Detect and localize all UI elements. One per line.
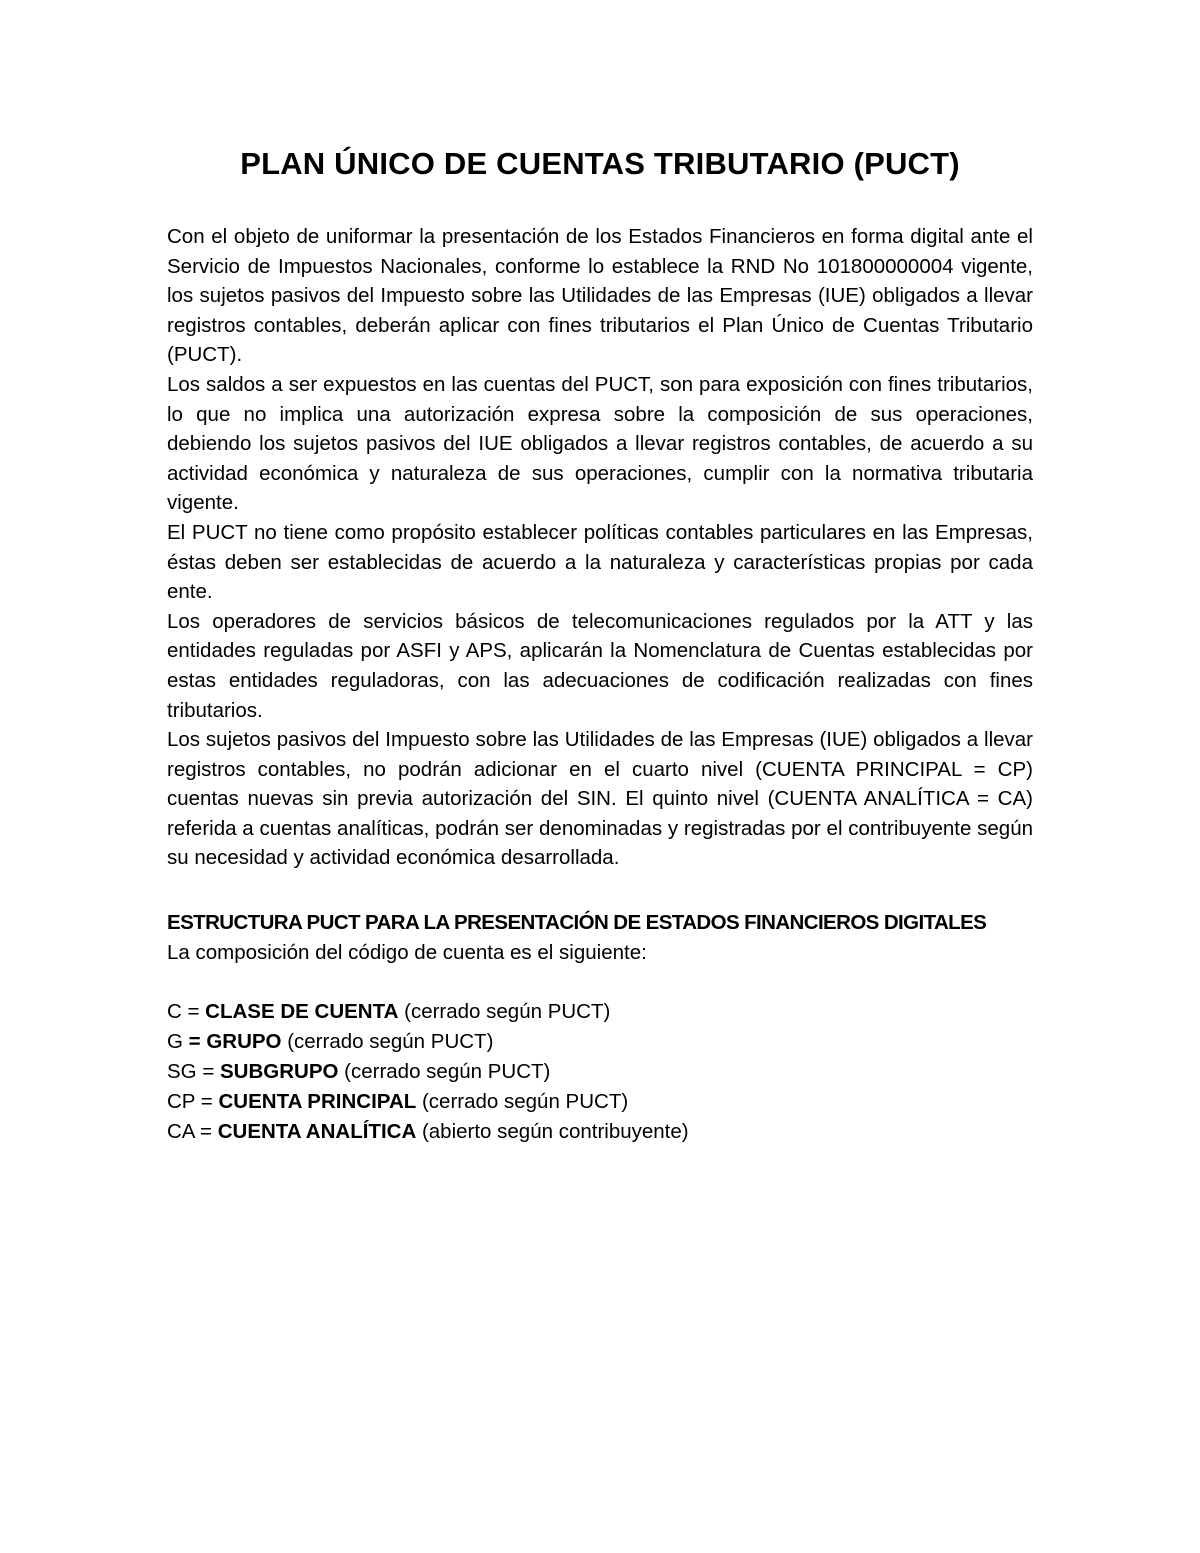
- paragraph-purpose: El PUCT no tiene como propósito establecer políticas contables particulares en las Empresas, éstas deben ser establecidas de acuerdo a la naturaleza y características propias por cada ente.: [167, 520, 1033, 604]
- code-prefix: CP =: [167, 1090, 219, 1113]
- list-item: [167, 1117, 689, 1147]
- paragraph-operators: Los operadores de servicios básicos de telecomunicaciones regulados por la ATT y las entidades reguladas por ASFI y APS, aplicarán la Nomenclatura de Cuentas establecidas por estas entidades reguladoras, con las adecuaciones de codificación realizadas con fines tributarios.: [167, 609, 1033, 722]
- code-note: (abierto según contribuyente): [416, 1120, 689, 1143]
- paragraph-taxpayers: Los sujetos pasivos del Impuesto sobre las Utilidades de las Empresas (IUE) obligados a llevar registros contables, no podrán adicionar en el cuarto nivel (CUENTA PRINCIPAL = CP) cuentas nuevas sin previa autorización del SIN. El quinto nivel (CUENTA ANALÍTICA = CA) referida a cuentas analíticas, podrán ser denominadas y registradas por el contribuyente según su necesidad y actividad económica desarrollada.: [167, 728, 1033, 870]
- list-item: [167, 1057, 689, 1087]
- code-term: CUENTA PRINCIPAL: [218, 1090, 417, 1113]
- code-term: CLASE DE CUENTA: [205, 1000, 399, 1023]
- account-code-list: [167, 997, 689, 1147]
- code-note: (cerrado según PUCT): [281, 1030, 494, 1053]
- code-note: (cerrado según PUCT): [338, 1060, 551, 1083]
- code-term: = GRUPO: [188, 1030, 282, 1053]
- list-item: [167, 1027, 689, 1057]
- code-note: (cerrado según PUCT): [398, 1000, 611, 1023]
- section-intro: La composición del código de cuenta es el siguiente:: [167, 941, 647, 964]
- paragraph-objective: Con el objeto de uniformar la presentación de los Estados Financieros en forma digital ante el Servicio de Impuestos Nacionales, conforme lo establece la RND No 101800000004 vigente, los sujetos pasivos del Impuesto sobre las Utilidades de las Empresas (IUE) obligados a llevar registros contables, deberán aplicar con fines tributarios el Plan Único de Cuentas Tributario (PUCT).: [167, 225, 1033, 367]
- list-item: [167, 997, 689, 1027]
- code-prefix: SG =: [167, 1060, 220, 1083]
- code-term: SUBGRUPO: [219, 1060, 339, 1083]
- paragraph-balances: Los saldos a ser expuestos en las cuentas del PUCT, son para exposición con fines tributarios, lo que no implica una autorización expresa sobre la composición de sus operaciones, debiendo los sujetos pasivos del IUE obligados a llevar registros contables, de acuerdo a su actividad económica y naturaleza de sus operaciones, cumplir con la normativa tributaria vigente.: [167, 372, 1033, 515]
- code-prefix: G: [167, 1030, 189, 1053]
- document-body: [167, 222, 1033, 873]
- section-heading: ESTRUCTURA PUCT PARA LA PRESENTACIÓN DE ESTADOS FINANCIEROS DIGITALES: [167, 911, 987, 934]
- code-prefix: CA =: [167, 1120, 218, 1143]
- code-term: CUENTA ANALÍTICA: [217, 1120, 417, 1143]
- list-item: [167, 1087, 689, 1117]
- document-title: PLAN ÚNICO DE CUENTAS TRIBUTARIO (PUCT): [240, 146, 960, 181]
- code-note: (cerrado según PUCT): [416, 1090, 629, 1113]
- code-prefix: C =: [167, 1000, 206, 1023]
